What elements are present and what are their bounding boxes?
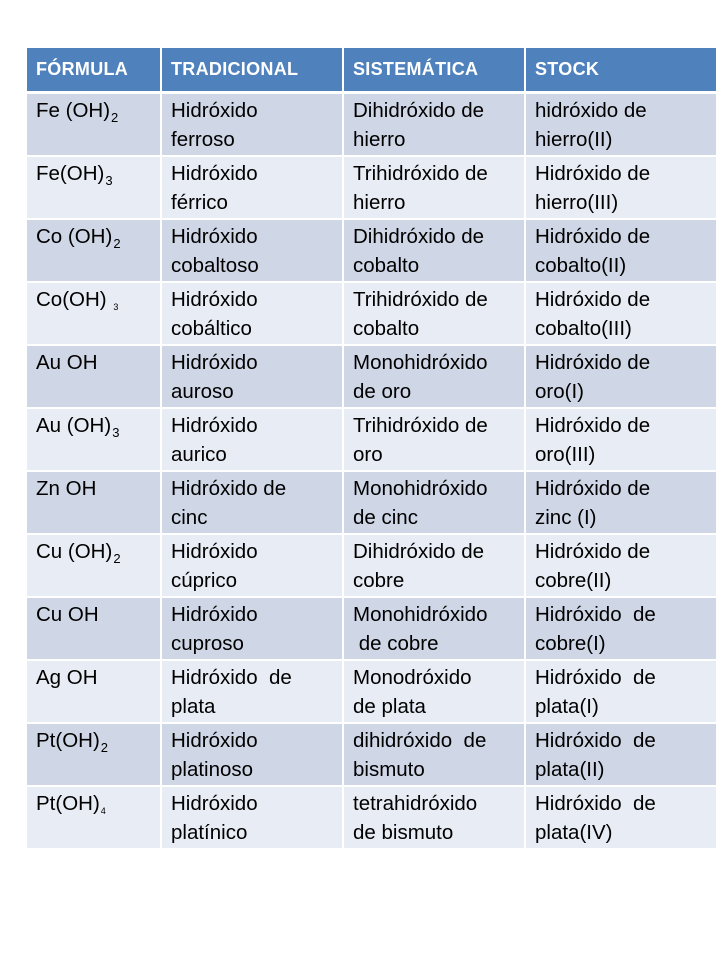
tradicional-cell-line: Hidróxido [171, 99, 258, 122]
sistematica-cell-line: Trihidróxido de [353, 414, 488, 437]
formula-base: Fe(OH) [36, 162, 105, 185]
sistematica-cell [344, 724, 526, 787]
stock-cell-line: Hidróxido de [535, 162, 651, 185]
sistematica-cell-line: Monohidróxido [353, 603, 488, 626]
formula-subscript: 3 [112, 425, 120, 440]
sistematica-cell [344, 472, 526, 535]
tradicional-cell-line: platínico [171, 820, 248, 844]
tradicional-cell [162, 283, 344, 346]
table-row [27, 724, 716, 787]
table-row [27, 535, 716, 598]
formula-cell [27, 598, 162, 661]
hydroxide-nomenclature-table [27, 48, 716, 850]
formula-subscript: 2 [113, 551, 121, 566]
sistematica-cell-line: oro [353, 442, 383, 466]
formula-base: Co(OH) [36, 288, 113, 311]
stock-cell-line: hierro(II) [535, 127, 613, 151]
stock-cell-line: Hidróxido de [535, 729, 656, 752]
stock-cell-line: plata(IV) [535, 820, 613, 844]
sistematica-cell [344, 283, 526, 346]
tradicional-cell-line: Hidróxido [171, 792, 258, 815]
header-row [27, 48, 716, 94]
sistematica-cell-line: Dihidróxido de [353, 540, 485, 563]
stock-cell-line: plata(I) [535, 694, 599, 718]
stock-cell [526, 535, 716, 598]
sistematica-cell-line: Trihidróxido de [353, 288, 488, 311]
stock-cell-line: Hidróxido de [535, 603, 656, 626]
stock-cell [526, 661, 716, 724]
sistematica-cell-line: Monohidróxido [353, 351, 488, 374]
tradicional-cell-line: plata [171, 694, 216, 718]
formula-cell [27, 787, 162, 850]
sistematica-cell-line: dihidróxido de [353, 729, 487, 752]
header-tradicional: TRADICIONAL [162, 48, 344, 94]
tradicional-cell [162, 409, 344, 472]
tradicional-cell [162, 472, 344, 535]
formula-subscript: 3 [105, 173, 113, 188]
tradicional-cell [162, 346, 344, 409]
sistematica-cell-line: cobalto [353, 253, 420, 277]
tradicional-cell-line: auroso [171, 379, 234, 403]
tradicional-cell-line: Hidróxido [171, 351, 258, 374]
table-row [27, 157, 716, 220]
tradicional-cell-line: Hidróxido [171, 540, 258, 563]
sistematica-cell [344, 787, 526, 850]
formula-base: Cu (OH) [36, 540, 113, 563]
stock-cell [526, 724, 716, 787]
formula-base: Fe (OH) [36, 99, 111, 122]
formula-base: Au (OH) [36, 414, 112, 437]
tradicional-cell [162, 220, 344, 283]
sistematica-cell [344, 535, 526, 598]
sistematica-cell [344, 94, 526, 157]
stock-cell-line: Hidróxido de [535, 792, 656, 815]
stock-cell-line: cobre(II) [535, 568, 612, 592]
stock-cell-line: oro(III) [535, 442, 596, 466]
stock-cell [526, 346, 716, 409]
stock-cell [526, 598, 716, 661]
sistematica-cell-line: cobalto [353, 316, 420, 340]
formula-subscript: 3 [113, 302, 119, 312]
sistematica-cell [344, 346, 526, 409]
stock-cell [526, 283, 716, 346]
tradicional-cell-line: cobáltico [171, 316, 252, 340]
tradicional-cell-line: platinoso [171, 757, 254, 781]
formula-subscript: 2 [100, 740, 109, 755]
table-row [27, 346, 716, 409]
stock-cell-line: hidróxido de [535, 99, 647, 122]
sistematica-cell-line: de oro [353, 379, 412, 403]
stock-cell [526, 787, 716, 850]
tradicional-cell-line: cinc [171, 505, 208, 529]
stock-cell-line: Hidróxido de [535, 351, 651, 374]
table-row [27, 94, 716, 157]
stock-cell [526, 409, 716, 472]
tradicional-cell-line: aurico [171, 442, 227, 466]
tradicional-cell-line: férrico [171, 190, 228, 214]
formula-cell [27, 724, 162, 787]
stock-cell-line: Hidróxido de [535, 477, 651, 500]
header-sistematica: SISTEMÁTICA [344, 48, 526, 94]
tradicional-cell [162, 724, 344, 787]
formula-base: Au OH [36, 351, 98, 374]
sistematica-cell-line: Trihidróxido de [353, 162, 488, 185]
stock-cell [526, 220, 716, 283]
sistematica-cell-line: hierro [353, 127, 406, 151]
formula-subscript: 2 [113, 236, 121, 251]
sistematica-cell-line: de cinc [353, 505, 418, 529]
sistematica-cell-line: de bismuto [353, 820, 454, 844]
table-row [27, 220, 716, 283]
sistematica-cell [344, 220, 526, 283]
formula-cell [27, 346, 162, 409]
sistematica-cell-line: Dihidróxido de [353, 225, 485, 248]
table-row [27, 472, 716, 535]
tradicional-cell-line: cúprico [171, 568, 238, 592]
tradicional-cell-line: Hidróxido [171, 225, 258, 248]
stock-cell-line: Hidróxido de [535, 288, 651, 311]
tradicional-cell-line: Hidróxido [171, 288, 258, 311]
table-row [27, 661, 716, 724]
table-header [27, 48, 716, 94]
formula-cell [27, 157, 162, 220]
sistematica-cell [344, 598, 526, 661]
header-formula: FÓRMULA [27, 48, 162, 94]
stock-cell [526, 472, 716, 535]
tradicional-cell-line: ferroso [171, 127, 235, 151]
formula-subscript: 2 [111, 110, 119, 125]
formula-base: Co (OH) [36, 225, 113, 248]
sistematica-cell-line: tetrahidróxido [353, 792, 478, 815]
sistematica-cell-line: hierro [353, 190, 406, 214]
formula-cell [27, 94, 162, 157]
stock-cell-line: Hidróxido de [535, 666, 656, 689]
sistematica-cell-line: de cobre [353, 631, 439, 655]
table-row [27, 598, 716, 661]
stock-cell [526, 157, 716, 220]
tradicional-cell [162, 598, 344, 661]
tradicional-cell [162, 535, 344, 598]
tradicional-cell-line: Hidróxido de [171, 666, 292, 689]
formula-cell [27, 283, 162, 346]
tradicional-cell [162, 787, 344, 850]
tradicional-cell-line: cuproso [171, 631, 244, 655]
table-row [27, 787, 716, 850]
table-row [27, 283, 716, 346]
tradicional-cell-line: cobaltoso [171, 253, 259, 277]
stock-cell-line: Hidróxido de [535, 414, 651, 437]
tradicional-cell-line: Hidróxido [171, 603, 258, 626]
sistematica-cell-line: cobre [353, 568, 405, 592]
stock-cell-line: cobre(I) [535, 631, 606, 655]
formula-cell [27, 409, 162, 472]
formula-base: Zn OH [36, 477, 97, 500]
sistematica-cell-line: Monohidróxido [353, 477, 488, 500]
stock-cell-line: cobalto(II) [535, 253, 627, 277]
sistematica-cell [344, 661, 526, 724]
tradicional-cell-line: Hidróxido [171, 729, 258, 752]
formula-base: Pt(OH) [36, 729, 100, 752]
stock-cell-line: Hidróxido de [535, 540, 651, 563]
stock-cell [526, 94, 716, 157]
stock-cell-line: oro(I) [535, 379, 584, 403]
tradicional-cell [162, 157, 344, 220]
sistematica-cell-line: Monodróxido [353, 666, 472, 689]
formula-cell [27, 535, 162, 598]
stock-cell-line: plata(II) [535, 757, 605, 781]
table-body [27, 94, 716, 850]
header-stock: STOCK [526, 48, 716, 94]
formula-subscript: 4 [100, 806, 106, 816]
sistematica-cell [344, 409, 526, 472]
formula-cell [27, 472, 162, 535]
tradicional-cell-line: Hidróxido de [171, 477, 287, 500]
sistematica-cell-line: bismuto [353, 757, 425, 781]
formula-base: Pt(OH) [36, 792, 100, 815]
stock-cell-line: cobalto(III) [535, 316, 632, 340]
tradicional-cell [162, 94, 344, 157]
stock-cell-line: hierro(III) [535, 190, 619, 214]
formula-cell [27, 661, 162, 724]
stock-cell-line: Hidróxido de [535, 225, 651, 248]
formula-cell [27, 220, 162, 283]
table-row [27, 409, 716, 472]
formula-base: Ag OH [36, 666, 98, 689]
sistematica-cell-line: de plata [353, 694, 426, 718]
sistematica-cell [344, 157, 526, 220]
tradicional-cell-line: Hidróxido [171, 414, 258, 437]
stock-cell-line: zinc (I) [535, 505, 597, 529]
formula-base: Cu OH [36, 603, 99, 626]
tradicional-cell [162, 661, 344, 724]
sistematica-cell-line: Dihidróxido de [353, 99, 485, 122]
tradicional-cell-line: Hidróxido [171, 162, 258, 185]
